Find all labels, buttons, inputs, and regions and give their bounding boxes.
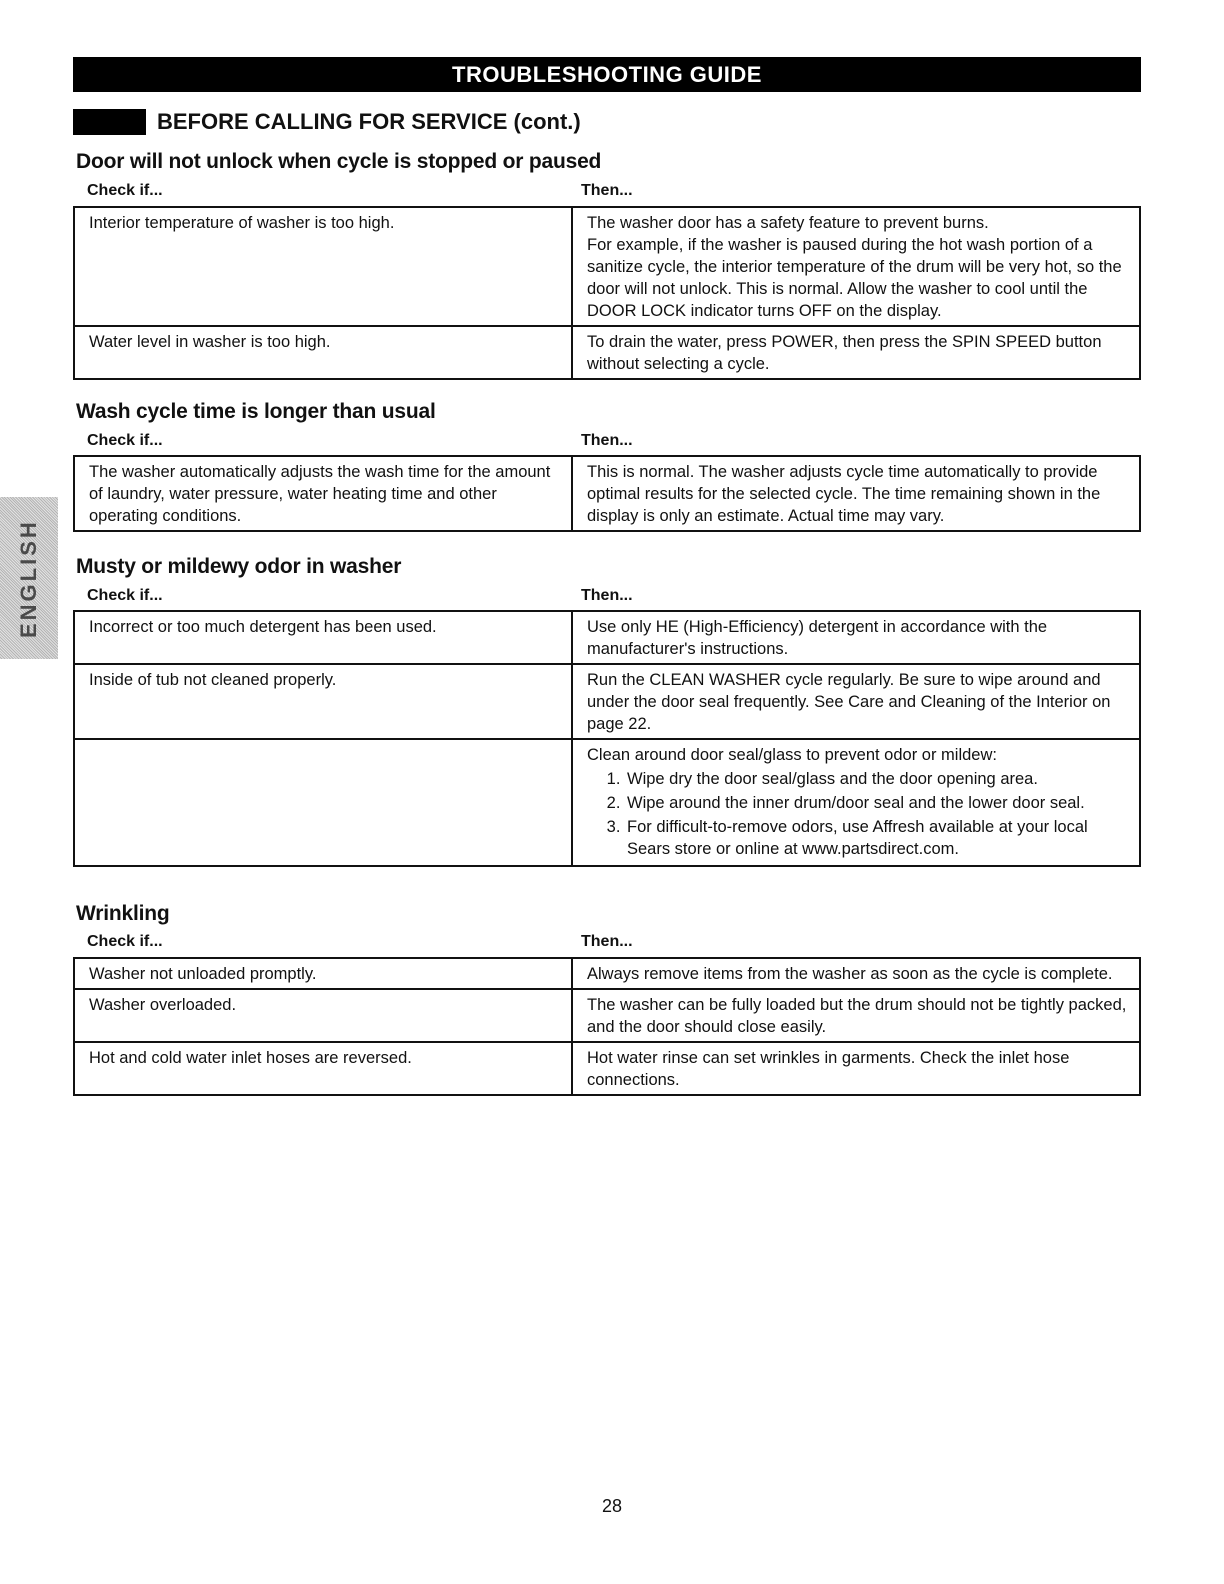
check-cell: Hot and cold water inlet hoses are reversed. xyxy=(74,1042,572,1095)
check-column-label: Check if... xyxy=(87,182,163,199)
then-cell: Hot water rinse can set wrinkles in garments. Check the inlet hose connections. xyxy=(572,1042,1140,1095)
table-row xyxy=(74,326,1140,379)
page-number: 28 xyxy=(601,1496,623,1516)
then-cell xyxy=(572,207,1140,326)
then-column-label: Then... xyxy=(581,182,633,199)
troubleshooting-table-door-unlock xyxy=(73,206,1141,380)
then-cell: The washer can be fully loaded but the drum should not be tightly packed, and the door should close easily. xyxy=(572,989,1140,1042)
then-column-label: Then... xyxy=(581,432,633,449)
page-banner: TROUBLESHOOTING GUIDE xyxy=(73,57,1141,92)
list-item: 1. Wipe dry the door seal/glass and the door opening area. xyxy=(625,768,1131,790)
list-item: 3. For difficult-to-remove odors, use Affresh available at your local Sears store or online at www.partsdirect.com. xyxy=(625,816,1131,860)
side-tab-label: ENGLISH xyxy=(16,519,41,639)
table-row xyxy=(74,611,1140,664)
section-title-wash-time: Wash cycle time is longer than usual xyxy=(76,400,436,423)
subheading-bar xyxy=(73,109,146,135)
then-cell: Use only HE (High-Efficiency) detergent in accordance with the manufacturer's instructions. xyxy=(572,611,1140,664)
check-cell: Incorrect or too much detergent has been used. xyxy=(74,611,572,664)
subheading-text: BEFORE CALLING FOR SERVICE (cont.) xyxy=(157,109,581,134)
check-cell xyxy=(74,739,572,866)
troubleshooting-table-odor xyxy=(73,610,1141,867)
table-row xyxy=(74,1042,1140,1095)
then-text: For example, if the washer is paused during the hot wash portion of a sanitize cycle, the interior temperature of the drum will be very hot, so the door will not unlock. This is normal. Allow the washer to cool until the DOOR LOCK indicator turns OFF on the display. xyxy=(587,236,1122,320)
then-column-label: Then... xyxy=(581,933,633,950)
check-cell: Water level in washer is too high. xyxy=(74,326,572,379)
section-title-odor: Musty or mildewy odor in washer xyxy=(76,555,402,578)
then-cell: This is normal. The washer adjusts cycle time automatically to provide optimal results for the selected cycle. The time remaining shown in the display is only an estimate. Actual time may vary. xyxy=(572,456,1140,531)
check-cell: Washer not unloaded promptly. xyxy=(74,958,572,989)
check-cell: Washer overloaded. xyxy=(74,989,572,1042)
table-row xyxy=(74,456,1140,531)
check-cell: Interior temperature of washer is too high. xyxy=(74,207,572,326)
then-cell xyxy=(572,739,1140,866)
troubleshooting-table-wrinkling xyxy=(73,957,1141,1096)
then-cell: To drain the water, press POWER, then press the SPIN SPEED button without selecting a cycle. xyxy=(572,326,1140,379)
then-column-label: Then... xyxy=(581,587,633,604)
check-column-label: Check if... xyxy=(87,432,163,449)
check-cell: The washer automatically adjusts the wash time for the amount of laundry, water pressure, water heating time and other operating conditions. xyxy=(74,456,572,531)
table-row xyxy=(74,664,1140,739)
section-title-wrinkling: Wrinkling xyxy=(76,902,170,925)
check-column-label: Check if... xyxy=(87,587,163,604)
check-column-label: Check if... xyxy=(87,933,163,950)
then-cell: Run the CLEAN WASHER cycle regularly. Be sure to wipe around and under the door seal frequently. See Care and Cleaning of the Interior on page 22. xyxy=(572,664,1140,739)
list-item: 2. Wipe around the inner drum/door seal and the lower door seal. xyxy=(625,792,1131,814)
table-row xyxy=(74,207,1140,326)
troubleshooting-table-wash-time xyxy=(73,455,1141,532)
then-text: Clean around door seal/glass to prevent odor or mildew: xyxy=(587,746,997,764)
table-row xyxy=(74,989,1140,1042)
table-row xyxy=(74,958,1140,989)
then-text: The washer door has a safety feature to prevent burns. xyxy=(587,214,989,232)
language-side-tab xyxy=(0,497,58,659)
section-title-door-unlock: Door will not unlock when cycle is stopped or paused xyxy=(76,150,602,173)
table-row xyxy=(74,739,1140,866)
check-cell: Inside of tub not cleaned properly. xyxy=(74,664,572,739)
then-cell: Always remove items from the washer as soon as the cycle is complete. xyxy=(572,958,1140,989)
cleaning-steps-list xyxy=(587,768,1131,860)
